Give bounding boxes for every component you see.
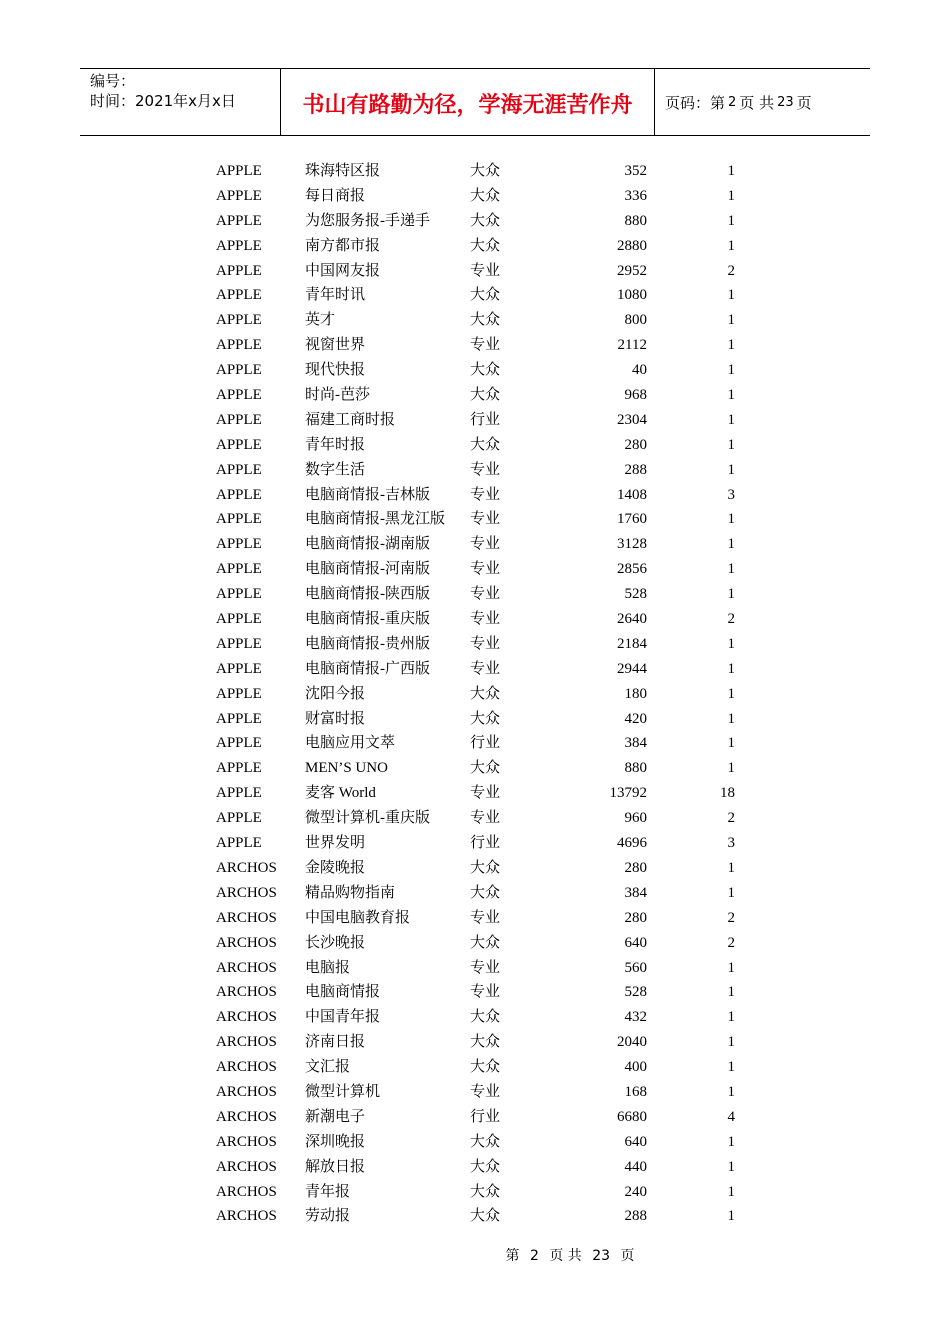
media-cell: 电脑商情报-陕西版 <box>305 586 430 603</box>
amount-cell: 960 <box>624 810 647 827</box>
count-cell: 18 <box>720 785 735 802</box>
type-cell: 大众 <box>470 859 501 876</box>
media-cell: 为您服务报-手递手 <box>305 212 430 229</box>
table-row <box>0 1080 950 1105</box>
table-row <box>0 806 950 831</box>
count-cell: 1 <box>727 312 735 329</box>
brand-cell: ARCHOS <box>216 1133 277 1150</box>
media-cell: 现代快报 <box>305 362 366 379</box>
media-cell: 电脑商情报 <box>305 984 381 1001</box>
media-cell: 电脑商情报-黑龙江版 <box>305 511 445 528</box>
table-row <box>0 980 950 1005</box>
count-cell: 1 <box>727 735 735 752</box>
type-cell: 大众 <box>470 312 501 329</box>
footer-suffix: 页 <box>620 1248 635 1264</box>
brand-cell: APPLE <box>216 436 262 453</box>
count-cell: 1 <box>727 237 735 254</box>
type-cell: 专业 <box>470 586 501 603</box>
type-cell: 大众 <box>470 436 501 453</box>
media-cell: MEN’S UNO <box>305 760 388 777</box>
count-cell: 1 <box>727 212 735 229</box>
brand-cell: ARCHOS <box>216 959 277 976</box>
media-cell: 电脑商情报-吉林版 <box>305 486 430 503</box>
table-row <box>0 259 950 284</box>
count-cell: 1 <box>727 187 735 204</box>
brand-cell: APPLE <box>216 187 262 204</box>
media-cell: 电脑商情报-河南版 <box>305 561 430 578</box>
count-cell: 1 <box>727 1009 735 1026</box>
type-cell: 专业 <box>470 635 501 652</box>
media-cell: 中国电脑教育报 <box>305 909 411 926</box>
brand-cell: APPLE <box>216 536 262 553</box>
brand-cell: APPLE <box>216 163 262 179</box>
table-row <box>0 956 950 981</box>
count-cell: 3 <box>727 835 735 852</box>
media-cell: 电脑报 <box>305 959 351 976</box>
amount-cell: 288 <box>624 1208 647 1225</box>
table-row <box>0 831 950 856</box>
type-cell: 大众 <box>470 685 501 702</box>
amount-cell: 2952 <box>617 262 647 279</box>
media-cell: 青年时讯 <box>305 287 366 304</box>
amount-cell: 352 <box>624 163 647 179</box>
type-cell: 大众 <box>470 1034 501 1051</box>
count-cell: 1 <box>727 1183 735 1200</box>
brand-cell: APPLE <box>216 237 262 254</box>
table-row <box>0 458 950 483</box>
table-row <box>0 283 950 308</box>
count-cell: 1 <box>727 984 735 1001</box>
media-cell: 电脑商情报-贵州版 <box>305 635 430 652</box>
type-cell: 大众 <box>470 1059 501 1076</box>
brand-cell: APPLE <box>216 835 262 852</box>
table-row <box>0 184 950 209</box>
type-cell: 大众 <box>470 1158 501 1175</box>
brand-cell: ARCHOS <box>216 1083 277 1100</box>
count-cell: 1 <box>727 287 735 304</box>
count-cell: 1 <box>727 635 735 652</box>
media-cell: 世界发明 <box>305 835 366 852</box>
brand-cell: APPLE <box>216 486 262 503</box>
table-row <box>0 781 950 806</box>
brand-cell: APPLE <box>216 760 262 777</box>
amount-cell: 880 <box>624 212 647 229</box>
type-cell: 专业 <box>470 337 501 354</box>
count-cell: 1 <box>727 859 735 876</box>
amount-cell: 1408 <box>617 486 647 503</box>
count-cell: 1 <box>727 660 735 677</box>
brand-cell: APPLE <box>216 212 262 229</box>
brand-cell: APPLE <box>216 660 262 677</box>
count-cell: 1 <box>727 461 735 478</box>
table-row <box>0 557 950 582</box>
table-row <box>0 707 950 732</box>
amount-cell: 400 <box>624 1059 647 1076</box>
media-cell: 英才 <box>305 312 336 329</box>
count-cell: 2 <box>727 934 735 951</box>
amount-cell: 800 <box>624 312 647 329</box>
type-cell: 专业 <box>470 909 501 926</box>
amount-cell: 40 <box>632 362 647 379</box>
table-row <box>0 632 950 657</box>
count-cell: 1 <box>727 1133 735 1150</box>
amount-cell: 168 <box>624 1083 647 1100</box>
type-cell: 专业 <box>470 984 501 1001</box>
brand-cell: APPLE <box>216 685 262 702</box>
brand-cell: APPLE <box>216 387 262 404</box>
count-cell: 2 <box>727 909 735 926</box>
type-cell: 大众 <box>470 934 501 951</box>
amount-cell: 13792 <box>609 785 647 802</box>
count-cell: 1 <box>727 511 735 528</box>
media-cell: 每日商报 <box>305 187 366 204</box>
brand-cell: APPLE <box>216 262 262 279</box>
table-row <box>0 881 950 906</box>
brand-cell: ARCHOS <box>216 1208 277 1225</box>
amount-cell: 240 <box>624 1183 647 1200</box>
amount-cell: 2640 <box>617 611 647 628</box>
brand-cell: APPLE <box>216 810 262 827</box>
table-row <box>0 682 950 707</box>
media-cell: 电脑商情报-湖南版 <box>305 536 430 553</box>
media-cell: 珠海特区报 <box>305 163 381 179</box>
type-cell: 大众 <box>470 387 501 404</box>
header-motto: 书山有路勤为径，学海无涯苦作舟 <box>281 69 655 135</box>
media-cell: 沈阳今报 <box>305 685 366 702</box>
type-cell: 大众 <box>470 212 501 229</box>
amount-cell: 288 <box>624 461 647 478</box>
type-cell: 大众 <box>470 287 501 304</box>
brand-cell: ARCHOS <box>216 1108 277 1125</box>
count-cell: 1 <box>727 959 735 976</box>
brand-cell: APPLE <box>216 461 262 478</box>
brand-cell: APPLE <box>216 362 262 379</box>
amount-cell: 2880 <box>617 237 647 254</box>
amount-cell: 280 <box>624 909 647 926</box>
count-cell: 1 <box>727 1034 735 1051</box>
media-cell: 视窗世界 <box>305 337 366 354</box>
type-cell: 专业 <box>470 536 501 553</box>
date-label: 时间：2021年x月x日 <box>90 92 236 110</box>
count-cell: 1 <box>727 436 735 453</box>
type-cell: 行业 <box>470 411 501 428</box>
table-row <box>0 657 950 682</box>
footer-total: 23 <box>592 1248 611 1264</box>
table-row <box>0 582 950 607</box>
media-cell: 济南日报 <box>305 1034 366 1051</box>
amount-cell: 640 <box>624 1133 647 1150</box>
brand-cell: APPLE <box>216 411 262 428</box>
media-cell: 精品购物指南 <box>305 884 396 901</box>
type-cell: 大众 <box>470 1183 501 1200</box>
type-cell: 专业 <box>470 810 501 827</box>
amount-cell: 2112 <box>617 337 647 354</box>
table-row <box>0 209 950 234</box>
type-cell: 专业 <box>470 511 501 528</box>
amount-cell: 384 <box>624 735 647 752</box>
page-suffix: 页 <box>796 93 812 112</box>
media-cell: 深圳晚报 <box>305 1133 366 1150</box>
table-row <box>0 1005 950 1030</box>
brand-cell: APPLE <box>216 785 262 802</box>
table-row <box>0 333 950 358</box>
brand-cell: APPLE <box>216 287 262 304</box>
amount-cell: 528 <box>624 586 647 603</box>
media-cell: 电脑商情报-重庆版 <box>305 611 430 628</box>
table-row <box>0 1155 950 1180</box>
type-cell: 专业 <box>470 959 501 976</box>
page-total: 23 <box>777 94 794 110</box>
brand-cell: ARCHOS <box>216 859 277 876</box>
type-cell: 大众 <box>470 1208 501 1225</box>
page-mid: 页 共 <box>739 93 775 112</box>
amount-cell: 1080 <box>617 287 647 304</box>
type-cell: 大众 <box>470 362 501 379</box>
page-header <box>80 68 870 136</box>
count-cell: 1 <box>727 710 735 727</box>
table-row <box>0 433 950 458</box>
type-cell: 行业 <box>470 835 501 852</box>
amount-cell: 6680 <box>617 1108 647 1125</box>
table-row <box>0 1030 950 1055</box>
brand-cell: APPLE <box>216 511 262 528</box>
media-cell: 时尚-芭莎 <box>305 387 370 404</box>
table-row <box>0 1055 950 1080</box>
amount-cell: 432 <box>624 1009 647 1026</box>
type-cell: 大众 <box>470 710 501 727</box>
count-cell: 3 <box>727 486 735 503</box>
count-cell: 1 <box>727 884 735 901</box>
table-row <box>0 234 950 259</box>
table-row <box>0 1130 950 1155</box>
media-cell: 青年时报 <box>305 436 366 453</box>
type-cell: 专业 <box>470 785 501 802</box>
brand-cell: APPLE <box>216 312 262 329</box>
media-cell: 微型计算机-重庆版 <box>305 810 430 827</box>
count-cell: 1 <box>727 561 735 578</box>
type-cell: 专业 <box>470 486 501 503</box>
amount-cell: 560 <box>624 959 647 976</box>
brand-cell: ARCHOS <box>216 884 277 901</box>
amount-cell: 2040 <box>617 1034 647 1051</box>
table-row <box>0 931 950 956</box>
media-cell: 数字生活 <box>305 461 366 478</box>
page-footer <box>0 1245 950 1265</box>
count-cell: 1 <box>727 1208 735 1225</box>
brand-cell: ARCHOS <box>216 1009 277 1026</box>
type-cell: 大众 <box>470 163 501 179</box>
amount-cell: 4696 <box>617 835 647 852</box>
amount-cell: 1760 <box>617 511 647 528</box>
type-cell: 专业 <box>470 611 501 628</box>
count-cell: 1 <box>727 387 735 404</box>
brand-cell: ARCHOS <box>216 1158 277 1175</box>
count-cell: 1 <box>727 1083 735 1100</box>
footer-prefix: 第 <box>505 1248 520 1264</box>
count-cell: 1 <box>727 536 735 553</box>
media-cell: 麦客 World <box>305 785 376 802</box>
type-cell: 专业 <box>470 1083 501 1100</box>
table-row <box>0 607 950 632</box>
brand-cell: ARCHOS <box>216 1034 277 1051</box>
type-cell: 专业 <box>470 262 501 279</box>
count-cell: 1 <box>727 586 735 603</box>
brand-cell: APPLE <box>216 611 262 628</box>
amount-cell: 880 <box>624 760 647 777</box>
type-cell: 大众 <box>470 1009 501 1026</box>
type-cell: 专业 <box>470 461 501 478</box>
count-cell: 1 <box>727 362 735 379</box>
page-prefix: 页码：第 <box>665 93 726 112</box>
amount-cell: 528 <box>624 984 647 1001</box>
brand-cell: ARCHOS <box>216 1183 277 1200</box>
header-meta <box>80 69 281 135</box>
table-row <box>0 483 950 508</box>
amount-cell: 2944 <box>617 660 647 677</box>
count-cell: 1 <box>727 411 735 428</box>
table-row <box>0 383 950 408</box>
table-row <box>0 756 950 781</box>
brand-cell: APPLE <box>216 735 262 752</box>
media-cell: 劳动报 <box>305 1208 351 1225</box>
page-current: 2 <box>728 94 737 110</box>
amount-cell: 280 <box>624 436 647 453</box>
table-row <box>0 358 950 383</box>
count-cell: 2 <box>727 810 735 827</box>
footer-current: 2 <box>529 1248 539 1264</box>
brand-cell: ARCHOS <box>216 1059 277 1076</box>
type-cell: 专业 <box>470 561 501 578</box>
amount-cell: 2856 <box>617 561 647 578</box>
media-cell: 福建工商时报 <box>305 411 396 428</box>
brand-cell: APPLE <box>216 337 262 354</box>
brand-cell: APPLE <box>216 635 262 652</box>
amount-cell: 280 <box>624 859 647 876</box>
brand-cell: ARCHOS <box>216 934 277 951</box>
table-row <box>0 1180 950 1205</box>
table-row <box>0 308 950 333</box>
footer-mid: 页 共 <box>549 1248 582 1264</box>
count-cell: 1 <box>727 760 735 777</box>
media-cell: 文汇报 <box>305 1059 351 1076</box>
media-cell: 电脑商情报-广西版 <box>305 660 430 677</box>
count-cell: 1 <box>727 1158 735 1175</box>
type-cell: 行业 <box>470 1108 501 1125</box>
type-cell: 大众 <box>470 237 501 254</box>
media-cell: 新潮电子 <box>305 1108 366 1125</box>
type-cell: 大众 <box>470 884 501 901</box>
count-cell: 1 <box>727 685 735 702</box>
table-row <box>0 731 950 756</box>
table-row <box>0 1105 950 1130</box>
media-cell: 长沙晚报 <box>305 934 366 951</box>
type-cell: 专业 <box>470 660 501 677</box>
count-cell: 1 <box>727 337 735 354</box>
media-cell: 中国青年报 <box>305 1009 381 1026</box>
brand-cell: ARCHOS <box>216 909 277 926</box>
amount-cell: 336 <box>624 187 647 204</box>
table-row <box>0 507 950 532</box>
brand-cell: APPLE <box>216 710 262 727</box>
media-cell: 微型计算机 <box>305 1083 381 1100</box>
amount-cell: 440 <box>624 1158 647 1175</box>
media-table <box>0 159 950 1229</box>
amount-cell: 2184 <box>617 635 647 652</box>
table-row <box>0 408 950 433</box>
media-cell: 南方都市报 <box>305 237 381 254</box>
amount-cell: 3128 <box>617 536 647 553</box>
type-cell: 大众 <box>470 760 501 777</box>
brand-cell: APPLE <box>216 586 262 603</box>
media-cell: 解放日报 <box>305 1158 366 1175</box>
count-cell: 2 <box>727 262 735 279</box>
media-cell: 电脑应用文萃 <box>305 735 396 752</box>
amount-cell: 420 <box>624 710 647 727</box>
table-row <box>0 856 950 881</box>
media-cell: 中国网友报 <box>305 262 381 279</box>
count-cell: 1 <box>727 163 735 179</box>
amount-cell: 640 <box>624 934 647 951</box>
table-row <box>0 1204 950 1229</box>
type-cell: 大众 <box>470 187 501 204</box>
table-row <box>0 906 950 931</box>
brand-cell: APPLE <box>216 561 262 578</box>
table-row <box>0 532 950 557</box>
header-page-number <box>655 69 870 135</box>
count-cell: 1 <box>727 1059 735 1076</box>
amount-cell: 968 <box>624 387 647 404</box>
count-cell: 2 <box>727 611 735 628</box>
amount-cell: 384 <box>624 884 647 901</box>
media-cell: 青年报 <box>305 1183 351 1200</box>
brand-cell: ARCHOS <box>216 984 277 1001</box>
type-cell: 行业 <box>470 735 501 752</box>
media-cell: 金陵晚报 <box>305 859 366 876</box>
table-row <box>0 159 950 184</box>
media-cell: 财富时报 <box>305 710 366 727</box>
type-cell: 大众 <box>470 1133 501 1150</box>
serial-label: 编号： <box>90 72 136 90</box>
count-cell: 4 <box>727 1108 735 1125</box>
amount-cell: 2304 <box>617 411 647 428</box>
amount-cell: 180 <box>624 685 647 702</box>
